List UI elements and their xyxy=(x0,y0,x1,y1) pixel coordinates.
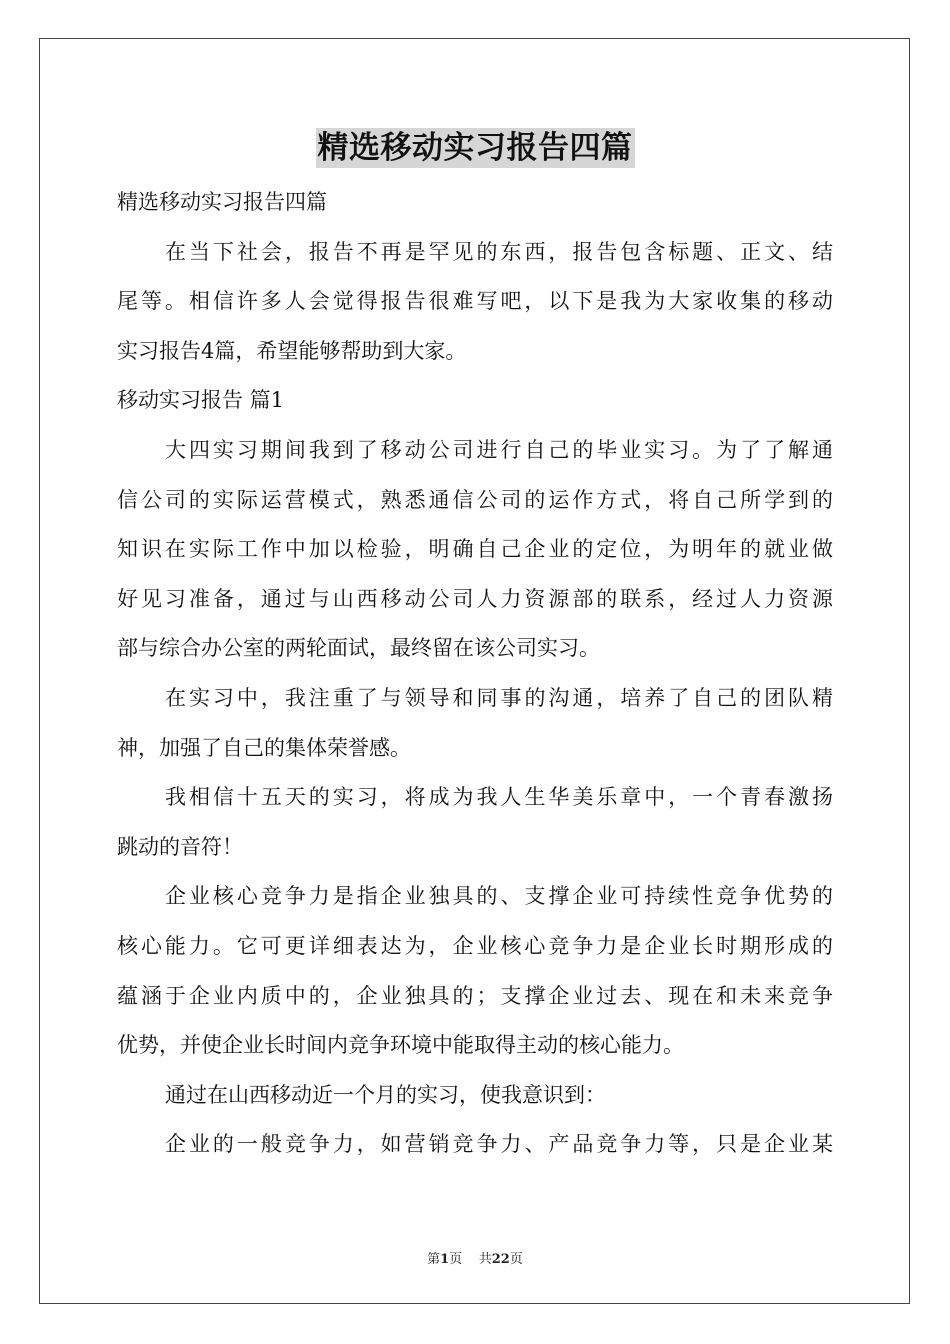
text-line: 企业的一般竞争力，如营销竞争力、产品竞争力等，只是企业某 xyxy=(165,1132,833,1157)
text-line: 移动实习报告 篇1 xyxy=(117,388,285,413)
text-line: 我相信十五天的实习，将成为我人生华美乐章中，一个青春激扬 xyxy=(165,785,833,810)
total-pages: 22 xyxy=(491,1252,510,1267)
text-line: 在实习中，我注重了与领导和同事的沟通，培养了自己的团队精 xyxy=(165,685,833,710)
text-line: 实习报告4篇，希望能够帮助到大家。 xyxy=(117,338,467,363)
text-line: 跳动的音符！ xyxy=(117,834,243,859)
text-line: 核心能力。它可更详细表达为，企业核心竞争力是企业长时期形成的 xyxy=(117,933,833,958)
total-label-prefix: 共 xyxy=(478,1252,492,1267)
text-line: 大四实习期间我到了移动公司进行自己的毕业实习。为了了解通 xyxy=(165,437,833,462)
text-line: 信公司的实际运营模式，熟悉通信公司的运作方式，将自己所学到的 xyxy=(117,487,833,512)
text-line: 部与综合办公室的两轮面试，最终留在该公司实习。 xyxy=(117,636,600,661)
total-label-suffix: 页 xyxy=(509,1252,523,1267)
text-line: 精选移动实习报告四篇 xyxy=(117,190,327,214)
text-line: 蕴涵于企业内质中的，企业独具的；支撑企业过去、现在和未来竞争 xyxy=(117,983,833,1008)
text-line: 神，加强了自己的集体荣誉感。 xyxy=(117,735,411,760)
text-line: 企业核心竞争力是指企业独具的、支撑企业可持续性竞争优势的 xyxy=(165,884,833,909)
page-label-prefix: 第 xyxy=(427,1252,441,1267)
text-line: 优势，并使企业长时间内竞争环境中能取得主动的核心能力。 xyxy=(117,1033,684,1058)
document-title: 精选移动实习报告四篇 xyxy=(317,130,633,166)
text-line: 在当下社会，报告不再是罕见的东西，报告包含标题、正文、结 xyxy=(165,239,833,264)
text-line: 通过在山西移动近一个月的实习，使我意识到： xyxy=(165,1082,606,1107)
title-container xyxy=(0,128,950,168)
text-line: 尾等。相信许多人会觉得报告很难写吧，以下是我为大家收集的移动 xyxy=(117,289,833,314)
page-label-suffix: 页 xyxy=(449,1252,463,1267)
document-body xyxy=(117,178,833,1170)
page-number: 1 xyxy=(440,1252,450,1267)
page-footer xyxy=(0,1248,950,1267)
text-line: 知识在实际工作中加以检验，明确自己企业的定位，为明年的就业做 xyxy=(117,537,833,562)
text-line: 好见习准备，通过与山西移动公司人力资源部的联系，经过人力资源 xyxy=(117,586,833,611)
